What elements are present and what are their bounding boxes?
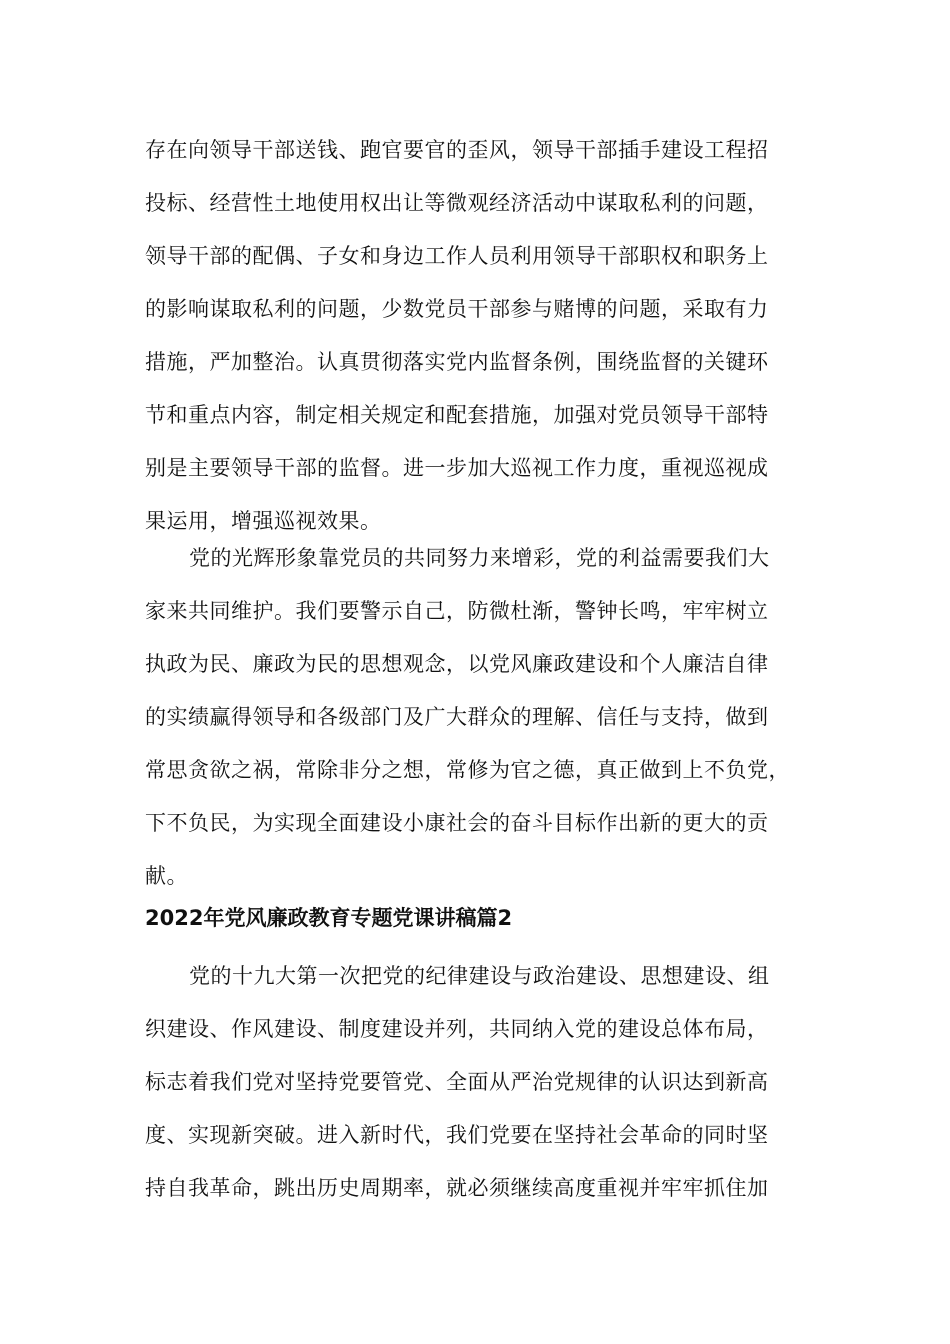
text-line: 执政为民、廉政为民的思想观念，以党风廉政建设和个人廉洁自律 bbox=[145, 652, 769, 676]
text-line: 下不负民，为实现全面建设小康社会的奋斗目标作出新的更大的贡 bbox=[145, 811, 769, 835]
text-line: 果运用，增强巡视效果。 bbox=[145, 509, 382, 533]
text-line: 的影响谋取私利的问题，少数党员干部参与赌博的问题，采取有力 bbox=[145, 297, 769, 321]
text-line: 的实绩赢得领导和各级部门及广大群众的理解、信任与支持，做到 bbox=[145, 705, 769, 729]
text-line: 党的光辉形象靠党员的共同努力来增彩，党的利益需要我们大 bbox=[189, 546, 770, 570]
text-line: 标志着我们党对坚持党要管党、全面从严治党规律的认识达到新高 bbox=[145, 1070, 769, 1094]
text-line: 投标、经营性土地使用权出让等微观经济活动中谋取私利的问题， bbox=[145, 191, 769, 215]
paragraph-discipline bbox=[145, 950, 810, 1215]
text-line: 党的十九大第一次把党的纪律建设与政治建设、思想建设、组 bbox=[189, 964, 770, 988]
text-line: 家来共同维护。我们要警示自己，防微杜渐，警钟长鸣，牢牢树立 bbox=[145, 599, 769, 623]
paragraph-supervision bbox=[145, 124, 810, 548]
text-line: 措施，严加整治。认真贯彻落实党内监督条例，围绕监督的关键环 bbox=[145, 350, 769, 374]
text-line: 度、实现新突破。进入新时代，我们党要在坚持社会革命的同时坚 bbox=[145, 1123, 769, 1147]
text-line: 别是主要领导干部的监督。进一步加大巡视工作力度，重视巡视成 bbox=[145, 456, 769, 480]
text-line: 领导干部的配偶、子女和身边工作人员利用领导干部职权和职务上 bbox=[145, 244, 769, 268]
section-heading: 2022年党风廉政教育专题党课讲稿篇2 bbox=[145, 906, 513, 930]
text-line: 献。 bbox=[145, 864, 188, 888]
text-line: 常思贪欲之祸，常除非分之想，常修为官之德，真正做到上不负党， bbox=[145, 758, 790, 782]
text-line: 存在向领导干部送钱、跑官要官的歪风，领导干部插手建设工程招 bbox=[145, 138, 769, 162]
text-line: 持自我革命，跳出历史周期率，就必须继续高度重视并牢牢抓住加 bbox=[145, 1176, 769, 1200]
text-line: 织建设、作风建设、制度建设并列，共同纳入党的建设总体布局， bbox=[145, 1017, 769, 1041]
text-line: 节和重点内容，制定相关规定和配套措施，加强对党员领导干部特 bbox=[145, 403, 769, 427]
paragraph-party-image bbox=[145, 532, 810, 903]
